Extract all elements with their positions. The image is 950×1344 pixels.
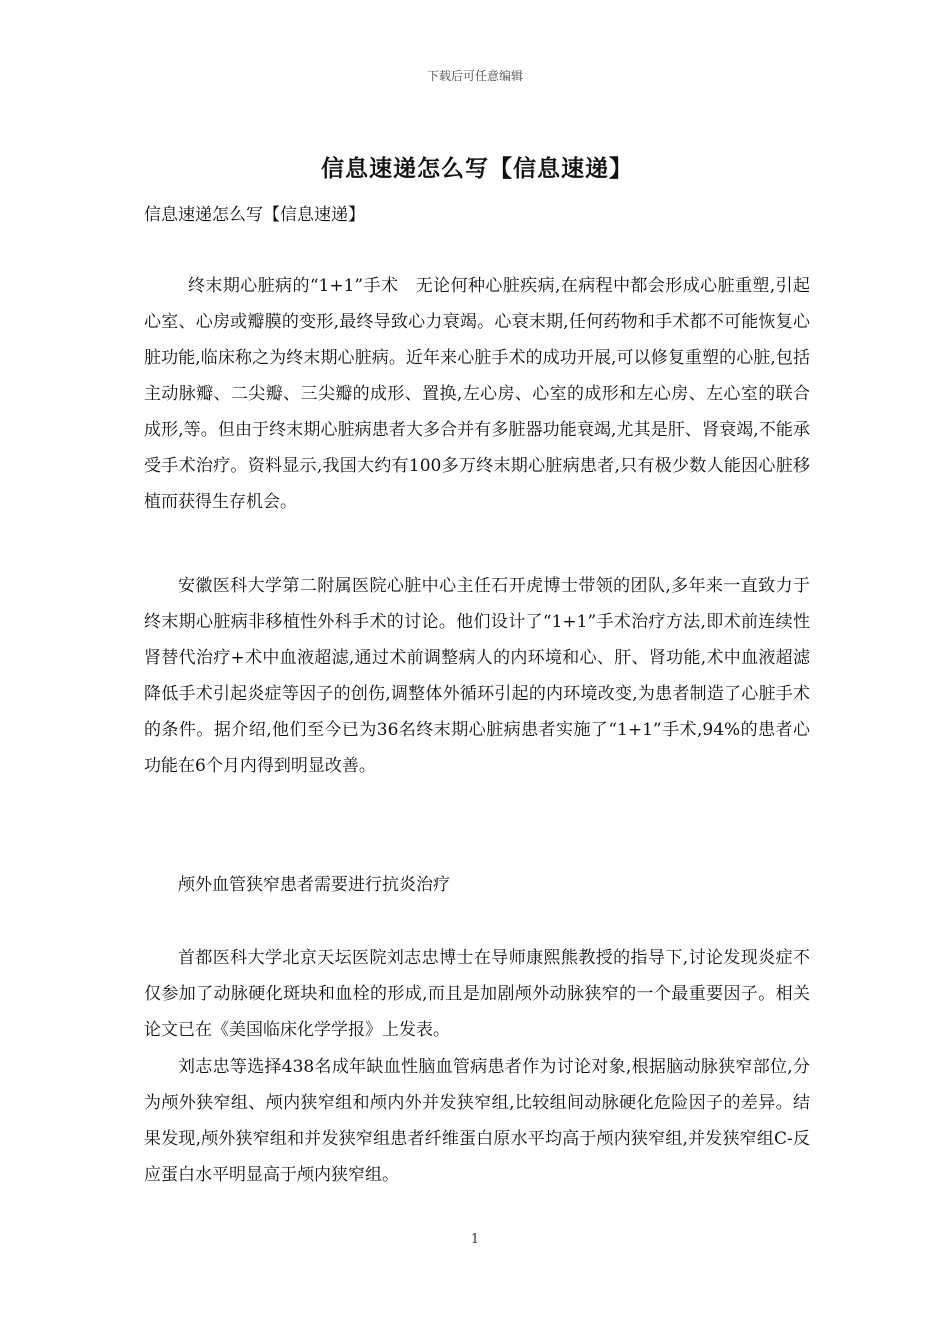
page-header-note: 下载后可任意编辑 — [426, 69, 523, 83]
section-heading: 颅外血管狭窄患者需要进行抗炎治疗 — [178, 875, 450, 895]
document-title: 信息速递怎么写【信息速递】 — [321, 155, 633, 182]
paragraph-2: 安徽医科大学第二附属医院心脏中心主任石开虎博士带领的团队,多年来一直致力于终末期心脏病非移植性外科手术的讨论。他们设计了“1+1”手术治疗方法,即术前连续性肾替代治疗+术中血液超滤,通过术前调整病人的内环境和心、肝、肾功能,术中血液超滤降低手术引起炎症等因子的创伤,调整体外循环引起的内环境改变,为患者制造了心脏手术的条件。据介绍,他们至今已为36名终末期心脏病患者实施了“1+1”手术,94%的患者心功能在6个月内得到明显改善。 — [144, 576, 810, 776]
document-subtitle: 信息速递怎么写【信息速递】 — [144, 205, 365, 225]
paragraph-3: 首都医科大学北京天坛医院刘志忠博士在导师康熙熊教授的指导下,讨论发现炎症不仅参加了动脉硬化斑块和血栓的形成,而且是加剧颅外动脉狭窄的一个最重要因子。相关论文已在《美国临床化学学报》上发表。 — [144, 948, 810, 1040]
page-number: 1 — [470, 1232, 480, 1247]
paragraph-4: 刘志忠等选择438名成年缺血性脑血管病患者作为讨论对象,根据脑动脉狭窄部位,分为颅外狭窄组、颅内狭窄组和颅内外并发狭窄组,比较组间动脉硬化危险因子的差异。结果发现,颅外狭窄组和并发狭窄组患者纤维蛋白原水平均高于颅内狭窄组,并发狭窄组C-反应蛋白水平明显高于颅内狭窄组。 — [144, 1057, 810, 1185]
paragraph-1: 终末期心脏病的“1+1”手术 无论何种心脏疾病,在病程中都会形成心脏重塑,引起心室、心房或瓣膜的变形,最终导致心力衰竭。心衰末期,任何药物和手术都不可能恢复心脏功能,临床称之为终末期心脏病。近年来心脏手术的成功开展,可以修复重塑的心脏,包括主动脉瓣、二尖瓣、三尖瓣的成形、置换,左心房、心室的成形和左心房、左心室的联合成形,等。但由于终末期心脏病患者大多合并有多脏器功能衰竭,尤其是肝、肾衰竭,不能承受手术治疗。资料显示,我国大约有100多万终末期心脏病患者,只有极少数人能因心脏移植而获得生存机会。 — [144, 276, 810, 512]
